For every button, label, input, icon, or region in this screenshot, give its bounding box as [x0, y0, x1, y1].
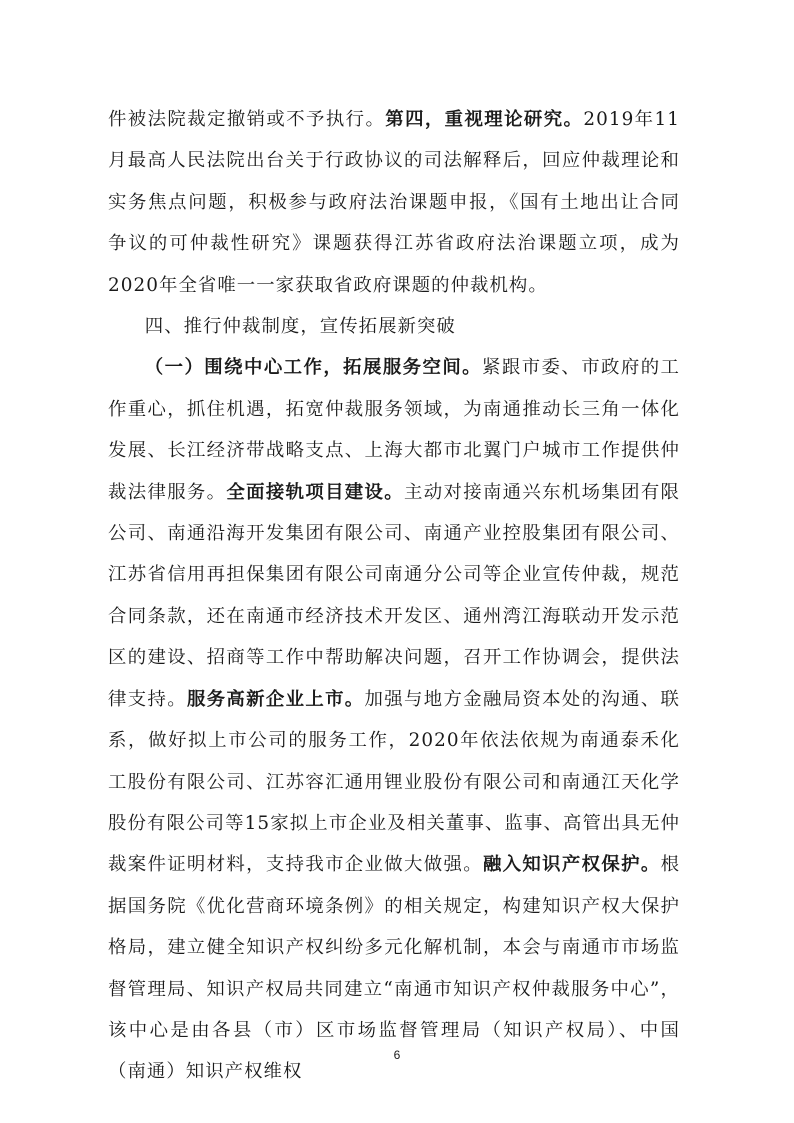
- text-run: 紧跟市委、市政府的工作重心，抓住机遇，拓宽仲裁服务领域，为南通推动长三角一体化发展、长江经济带战略支点、上海大都市北翼门户城市工作提供仲裁法律服务。: [108, 357, 680, 503]
- bold-heading-run: 服务高新企业上市。: [186, 688, 365, 710]
- paragraph-p1: [108, 99, 680, 306]
- body-text: [108, 99, 680, 1093]
- page-number: 6: [393, 1048, 401, 1062]
- bold-heading-run: 全面接轨项目建设。: [226, 481, 405, 503]
- bold-heading-run: （一）围绕中心工作，拓展服务空间。: [144, 357, 483, 379]
- text-run: 四、推行仲裁制度，宣传拓展新突破: [144, 316, 456, 338]
- paragraph-p2: [108, 306, 680, 347]
- text-run: 主动对接南通兴东机场集团有限公司、南通沿海开发集团有限公司、南通产业控股集团有限公司、江苏省信用再担保集团有限公司南通分公司等企业宣传仲裁，规范合同条款，还在南通市经济技术开发区、通州湾江海联动开发示范区的建设、招商等工作中帮助解决问题，召开工作协调会，提供法律支持。: [108, 481, 680, 710]
- bold-heading-run: 第四，重视理论研究。: [385, 109, 584, 130]
- text-run: 2019年11月最高人民法院出台关于行政协议的司法解释后，回应仲裁理论和实务焦点问题，积极参与政府法治课题申报，《国有土地出让合同争议的可仲裁性研究》课题获得江苏省政府法治课题立项，成为2020年全省唯一一家获取省政府课题的仲裁机构。: [108, 109, 680, 296]
- text-run: 根据国务院《优化营商环境条例》的相关规定，构建知识产权大保护格局，建立健全知识产权纠纷多元化解机制，本会与南通市市场监督管理局、知识产权局共同建立“南通市知识产权仲裁服务中心”，该中心是由各县（市）区市场监督管理局（知识产权局）、中国（南通）知识产权维权: [108, 854, 681, 1083]
- text-run: 加强与地方金融局资本处的沟通、联系，做好拟上市公司的服务工作，2020年依法依规为南通泰禾化工股份有限公司、江苏容汇通用锂业股份有限公司和南通江天化学股份有限公司等15家拟上市企业及相关董事、监事、高管出具无仲裁案件证明材料，支持我市企业做大做强。: [108, 688, 680, 876]
- text-run: 件被法院裁定撤销或不予执行。: [108, 109, 386, 130]
- paragraph-p3: [108, 347, 680, 1092]
- bold-heading-run: 融入知识产权保护。: [482, 854, 661, 876]
